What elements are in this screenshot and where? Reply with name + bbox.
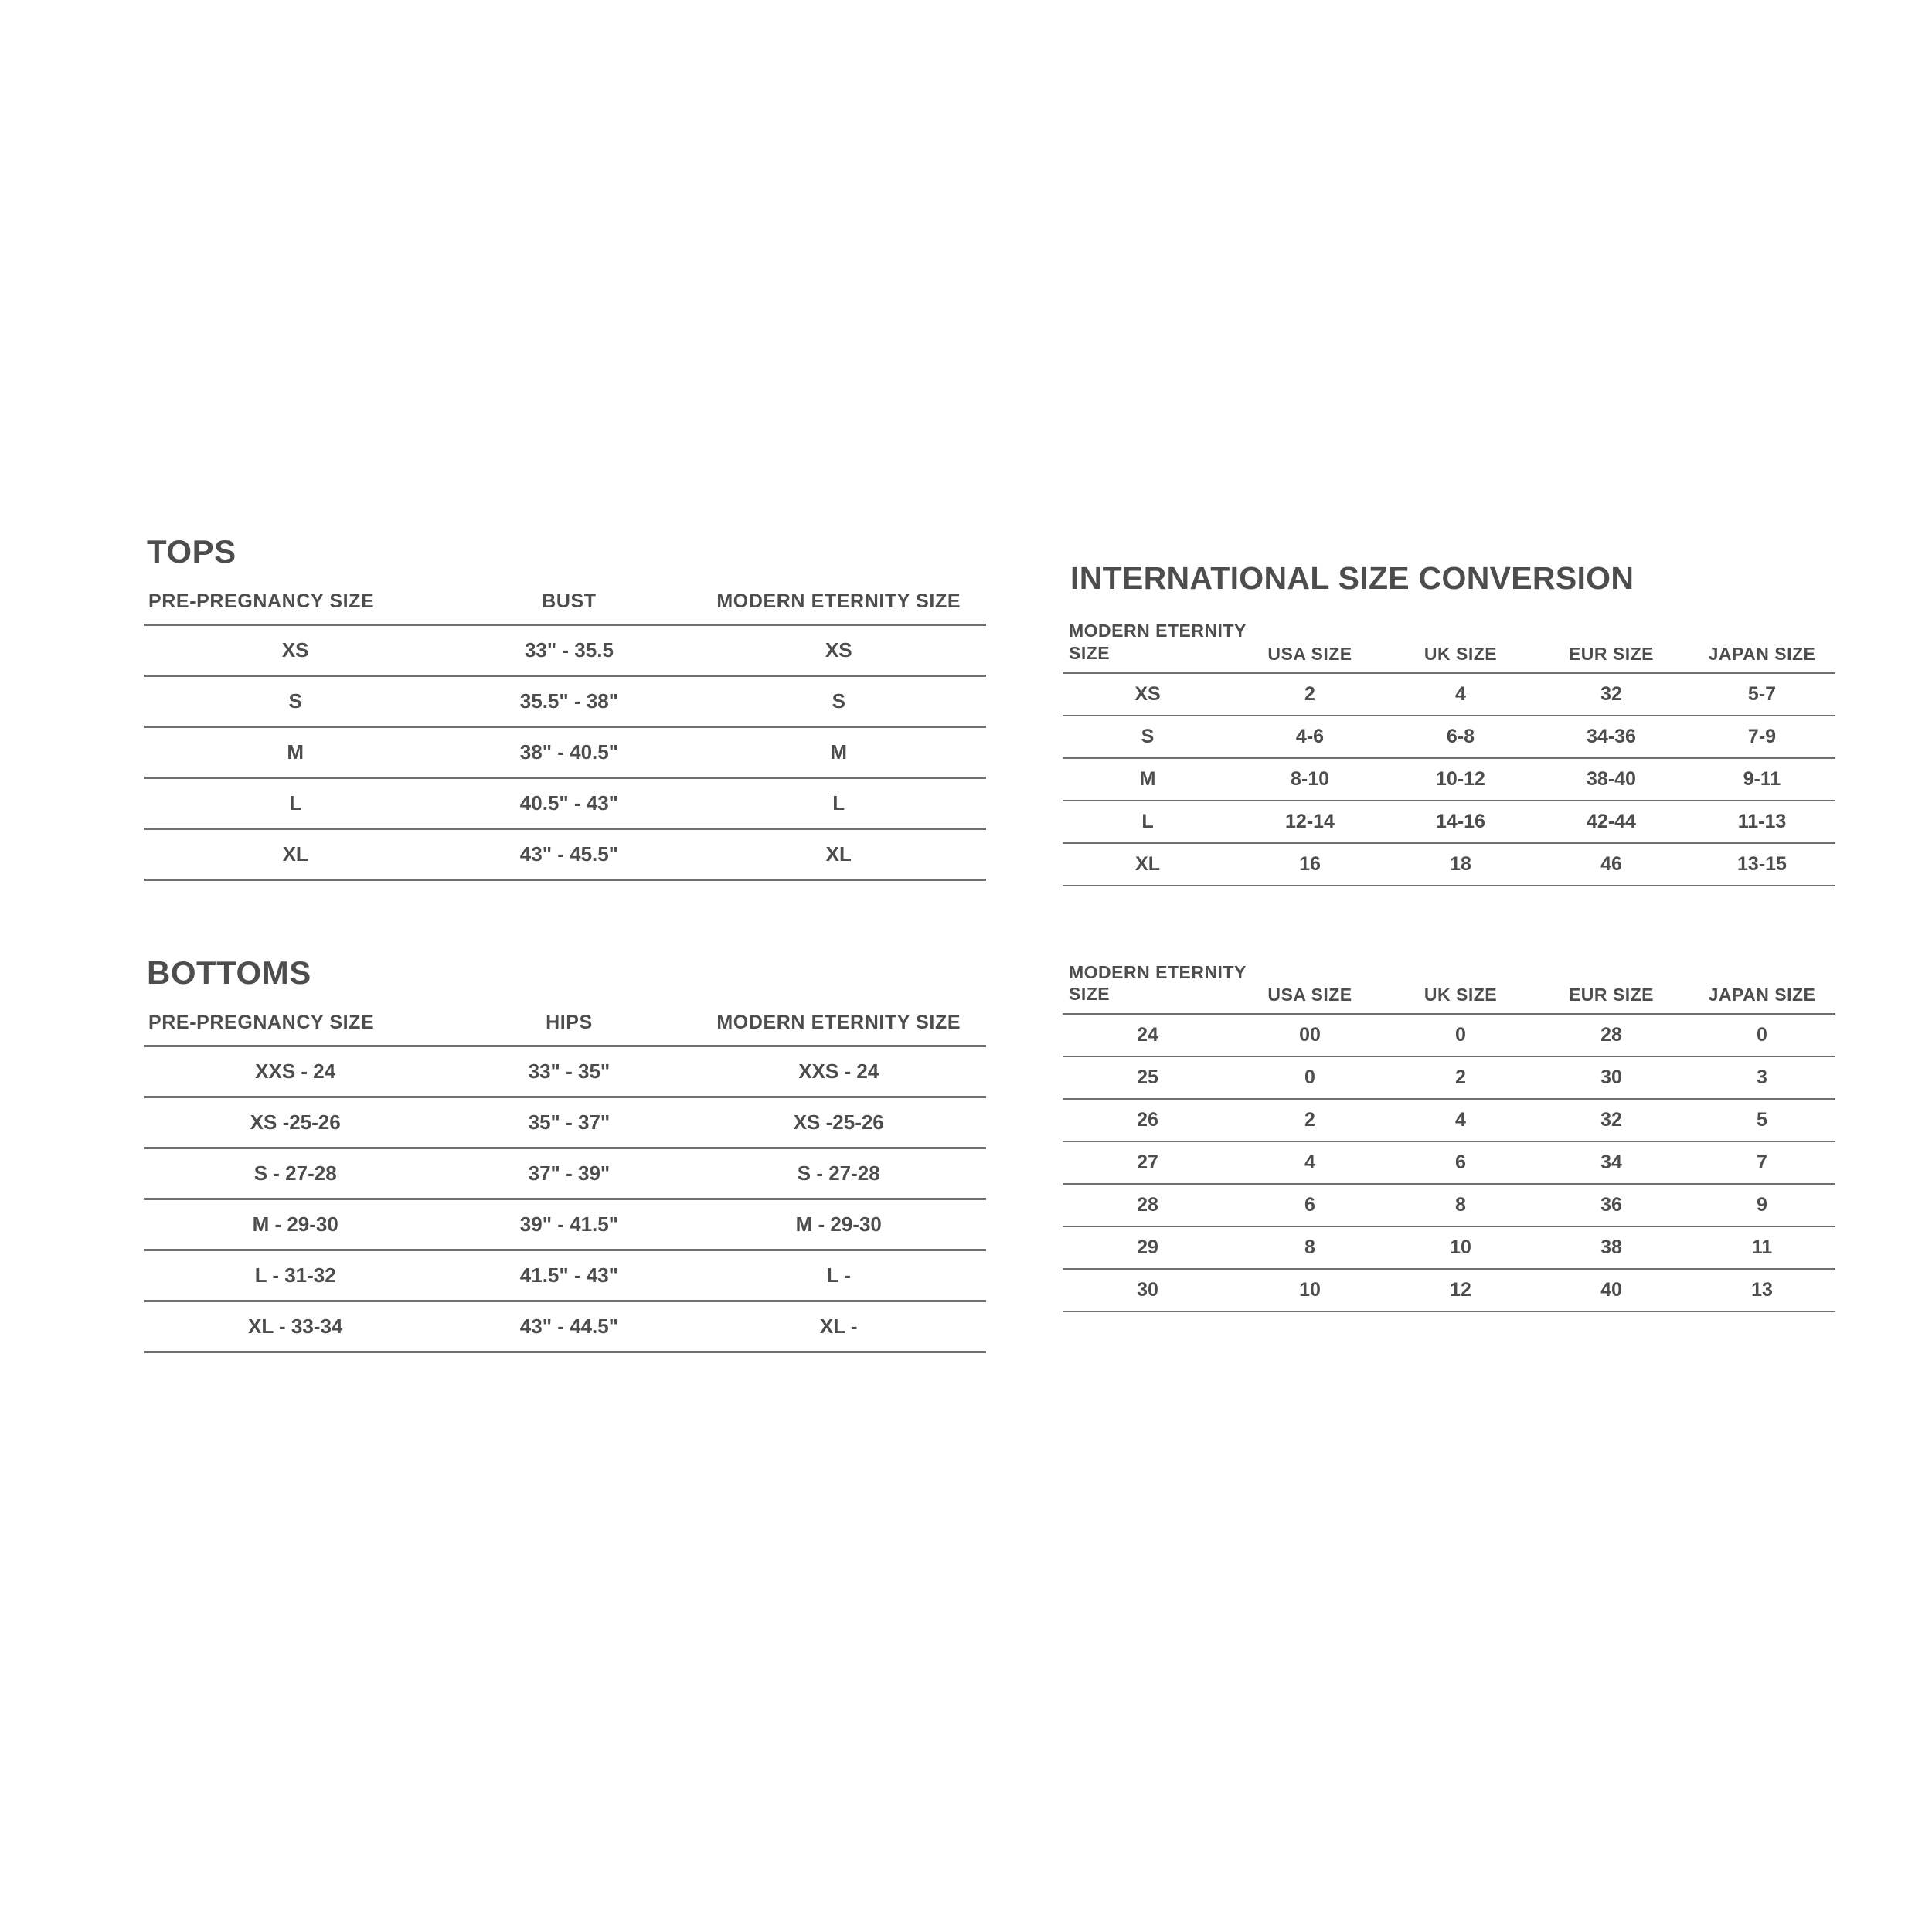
international-letter-size-table [1063,618,1835,886]
cell: 38" - 40.5" [447,727,691,778]
bottoms-col-header-3: MODERN ETERNITY SIZE [691,1009,986,1046]
letter-col-header-4: EUR SIZE [1534,618,1689,673]
cell: 8 [1233,1226,1387,1269]
table-row [1063,1269,1835,1311]
cell: 5 [1689,1099,1835,1141]
letter-col-header-1-line2: SIZE [1069,642,1111,663]
cell: 37" - 39" [447,1148,691,1199]
letter-col-header-5: JAPAN SIZE [1689,618,1835,673]
cell: S - 27-28 [691,1148,986,1199]
cell: 25 [1063,1056,1233,1099]
cell: 35" - 37" [447,1097,691,1148]
cell: 33" - 35" [447,1046,691,1097]
cell: 12 [1387,1269,1534,1311]
international-numeric-size-table [1063,960,1835,1313]
numeric-col-header-4: EUR SIZE [1534,960,1689,1015]
cell: 40.5" - 43" [447,778,691,829]
cell: M - 29-30 [691,1199,986,1250]
bottoms-section [144,954,986,1353]
cell: 4-6 [1233,716,1387,758]
cell: 30 [1063,1269,1233,1311]
numeric-col-header-2: USA SIZE [1233,960,1387,1015]
cell: 4 [1233,1141,1387,1184]
cell: XXS - 24 [691,1046,986,1097]
cell: 13 [1689,1269,1835,1311]
table-row [144,1250,986,1301]
letter-col-header-1-line1: MODERN ETERNITY [1069,621,1247,641]
cell: 9-11 [1689,758,1835,801]
cell: 18 [1387,843,1534,886]
cell: 30 [1534,1056,1689,1099]
cell: S [1063,716,1233,758]
cell: XL - 33-34 [144,1301,447,1352]
cell: 28 [1063,1184,1233,1226]
cell: 35.5" - 38" [447,676,691,727]
letter-col-header-3: UK SIZE [1387,618,1534,673]
cell: 7 [1689,1141,1835,1184]
cell: XS -25-26 [691,1097,986,1148]
cell: M [1063,758,1233,801]
cell: XS [1063,673,1233,716]
right-section-gap [1063,886,1835,960]
tops-col-header-1: PRE-PREGNANCY SIZE [144,587,447,625]
cell: L [144,778,447,829]
cell: 6-8 [1387,716,1534,758]
table-row [1063,673,1835,716]
cell: 4 [1387,673,1534,716]
cell: 10 [1387,1226,1534,1269]
cell: 2 [1233,1099,1387,1141]
section-gap [144,881,986,954]
cell: 10 [1233,1269,1387,1311]
cell: 33" - 35.5 [447,625,691,676]
cell: 32 [1534,1099,1689,1141]
cell: 4 [1387,1099,1534,1141]
cell: XS -25-26 [144,1097,447,1148]
cell: 12-14 [1233,801,1387,843]
cell: S - 27-28 [144,1148,447,1199]
cell: 32 [1534,673,1689,716]
left-column [144,533,986,1353]
cell: 9 [1689,1184,1835,1226]
cell: 29 [1063,1226,1233,1269]
numeric-col-header-3: UK SIZE [1387,960,1534,1015]
table-row [1063,1014,1835,1056]
cell: 6 [1233,1184,1387,1226]
international-conversion-title: INTERNATIONAL SIZE CONVERSION [1070,560,1634,596]
cell: S [691,676,986,727]
cell: 11-13 [1689,801,1835,843]
table-row [1063,1226,1835,1269]
cell: 5-7 [1689,673,1835,716]
cell: XL [1063,843,1233,886]
cell: 14-16 [1387,801,1534,843]
cell: 36 [1534,1184,1689,1226]
table-row [1063,1141,1835,1184]
cell: 39" - 41.5" [447,1199,691,1250]
cell: L [691,778,986,829]
table-row [1063,801,1835,843]
table-row [1063,1056,1835,1099]
bottoms-title: BOTTOMS [147,954,311,991]
cell: 43" - 44.5" [447,1301,691,1352]
bottoms-col-header-1: PRE-PREGNANCY SIZE [144,1009,447,1046]
cell: XS [691,625,986,676]
table-row [144,1199,986,1250]
tops-table [144,587,986,881]
cell: 38 [1534,1226,1689,1269]
cell: 10-12 [1387,758,1534,801]
cell: 6 [1387,1141,1534,1184]
cell: XS [144,625,447,676]
table-row [144,1148,986,1199]
bottoms-col-header-2: HIPS [447,1009,691,1046]
tops-col-header-3: MODERN ETERNITY SIZE [691,587,986,625]
cell: 0 [1689,1014,1835,1056]
cell: L [1063,801,1233,843]
table-row [144,1097,986,1148]
table-row [1063,1184,1835,1226]
table-row [144,778,986,829]
cell: 43" - 45.5" [447,829,691,880]
tops-title: TOPS [147,533,236,570]
cell: L - [691,1250,986,1301]
cell: 8-10 [1233,758,1387,801]
cell: 38-40 [1534,758,1689,801]
cell: 11 [1689,1226,1835,1269]
cell: M [144,727,447,778]
right-column [1063,560,1835,1312]
cell: 26 [1063,1099,1233,1141]
table-row [1063,843,1835,886]
cell: 16 [1233,843,1387,886]
cell: 2 [1387,1056,1534,1099]
bottoms-table [144,1009,986,1353]
numeric-col-header-1 [1063,960,1247,1015]
cell: 2 [1233,673,1387,716]
cell: 27 [1063,1141,1233,1184]
table-row [1063,1099,1835,1141]
cell: 40 [1534,1269,1689,1311]
table-row [144,676,986,727]
cell: M - 29-30 [144,1199,447,1250]
tops-col-header-2: BUST [447,587,691,625]
table-row [144,727,986,778]
letter-col-header-2: USA SIZE [1233,618,1387,673]
table-row [1063,716,1835,758]
table-row [144,1046,986,1097]
cell: 28 [1534,1014,1689,1056]
cell: 41.5" - 43" [447,1250,691,1301]
cell: 8 [1387,1184,1534,1226]
cell: 7-9 [1689,716,1835,758]
cell: 0 [1233,1056,1387,1099]
cell: XL [691,829,986,880]
cell: XL [144,829,447,880]
cell: 46 [1534,843,1689,886]
cell: XXS - 24 [144,1046,447,1097]
tops-section [144,533,986,881]
cell: 3 [1689,1056,1835,1099]
cell: 42-44 [1534,801,1689,843]
table-row [1063,758,1835,801]
table-row [144,625,986,676]
cell: M [691,727,986,778]
cell: L - 31-32 [144,1250,447,1301]
numeric-col-header-1-line1: MODERN ETERNITY [1069,961,1247,982]
cell: 34 [1534,1141,1689,1184]
cell: 00 [1233,1014,1387,1056]
table-row [144,1301,986,1352]
cell: XL - [691,1301,986,1352]
letter-col-header-1 [1063,618,1247,673]
table-row [144,829,986,880]
cell: 0 [1387,1014,1534,1056]
cell: 24 [1063,1014,1233,1056]
cell: 34-36 [1534,716,1689,758]
cell: S [144,676,447,727]
cell: 13-15 [1689,843,1835,886]
numeric-col-header-1-line2: SIZE [1069,984,1111,1005]
numeric-col-header-5: JAPAN SIZE [1689,960,1835,1015]
